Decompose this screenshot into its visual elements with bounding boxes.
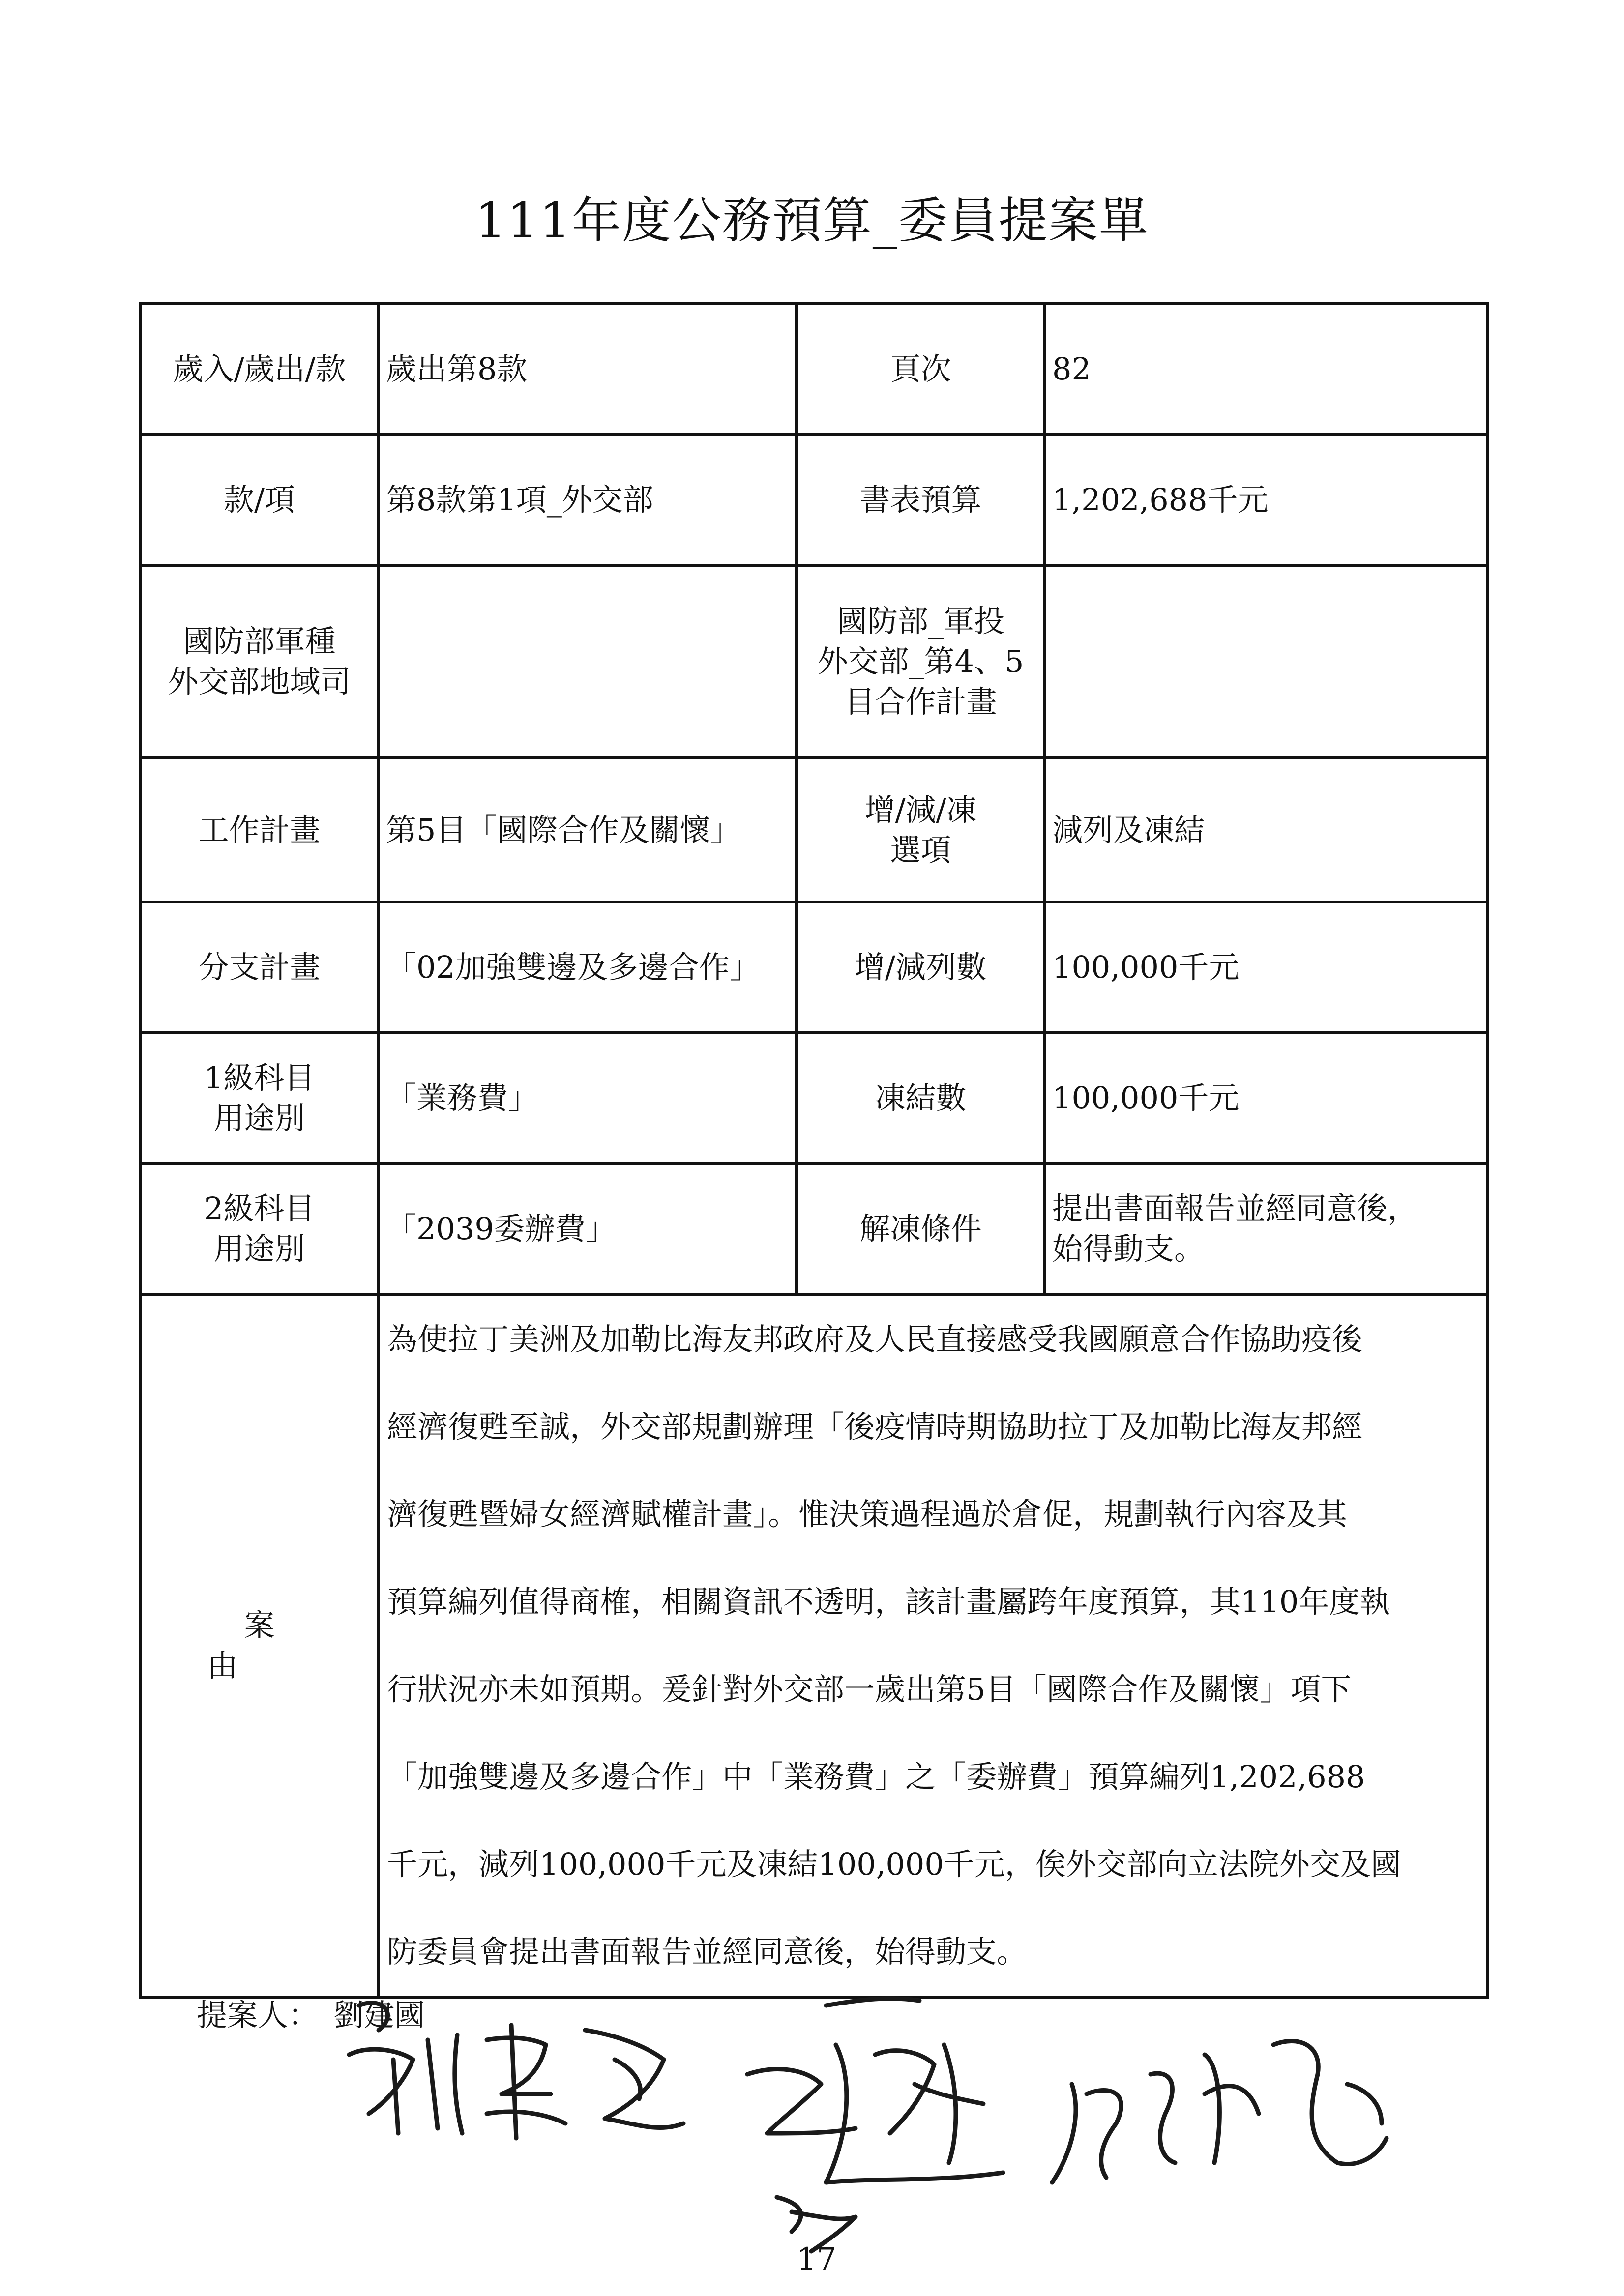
row-revenue-expense: [140, 304, 1487, 435]
label-defense-branch: [140, 565, 379, 758]
label-level2-subject-line1: 2級科目: [204, 1191, 315, 1226]
label-defense-branch-line1: 國防部軍種: [183, 623, 336, 659]
label-defense-investment-line2: 外交部_第4、5: [817, 643, 1024, 679]
value-work-plan: 第5目「國際合作及關懷」: [379, 758, 797, 902]
page-number: 17: [797, 2241, 837, 2278]
row-defense-foreign: [140, 565, 1487, 758]
label-level1-subject-line1: 1級科目: [204, 1060, 315, 1096]
reason-line: 為使拉丁美洲及加勒比海友邦政府及人民直接感受我國願意合作協助疫後: [387, 1321, 1363, 1357]
value-defense-investment: [1045, 565, 1487, 758]
label-adjust-option: [797, 758, 1045, 902]
value-unfreeze-condition: [1045, 1163, 1487, 1294]
value-defense-branch: [379, 565, 797, 758]
row-branch-plan: [140, 902, 1487, 1033]
label-reason: 案由: [140, 1294, 379, 1997]
value-unfreeze-condition-line1: 提出書面報告並經同意後，: [1052, 1191, 1418, 1226]
value-section-item: 第8款第1項_外交部: [379, 435, 797, 565]
label-work-plan: 工作計畫: [140, 758, 379, 902]
label-defense-investment-line1: 國防部_軍投: [836, 603, 1004, 639]
value-page: 82: [1045, 304, 1487, 435]
label-level2-subject: [140, 1163, 379, 1294]
proposer-name: 劉建國: [333, 1997, 425, 2033]
label-section-item: 款/項: [140, 435, 379, 565]
label-adjust-amount: 增/減列數: [797, 902, 1045, 1033]
label-page: 頁次: [797, 304, 1045, 435]
label-frozen-amount: 凍結數: [797, 1033, 1045, 1163]
proposer-label: 提案人：: [197, 1997, 319, 2033]
row-level2-subject: [140, 1163, 1487, 1294]
reason-line: 預算編列值得商榷，相關資訊不透明，該計畫屬跨年度預算，其110年度執: [387, 1584, 1390, 1620]
label-branch-plan: 分支計畫: [140, 902, 379, 1033]
label-revenue-expense: 歲入/歲出/款: [140, 304, 379, 435]
value-unfreeze-condition-line2: 始得動支。: [1052, 1231, 1205, 1267]
row-work-plan: [140, 758, 1487, 902]
label-adjust-option-line1: 增/減/凍: [864, 791, 977, 828]
value-branch-plan: 「02加強雙邊及多邊合作」: [379, 902, 797, 1033]
signature-1-icon: [339, 1986, 713, 2148]
proposal-form-table: [139, 302, 1489, 1999]
label-level2-subject-line2: 用途別: [213, 1231, 305, 1267]
row-reason: [140, 1294, 1487, 1997]
value-revenue-expense: 歲出第8款: [379, 304, 797, 435]
page-title: 111年度公務預算_委員提案單: [475, 192, 1149, 249]
signature-3-icon: [1042, 2015, 1416, 2192]
label-adjust-option-line2: 選項: [890, 832, 951, 868]
label-defense-investment-line3: 目合作計畫: [844, 684, 997, 720]
value-adjust-option: 減列及凍結: [1045, 758, 1487, 902]
label-level1-subject: [140, 1033, 379, 1163]
row-section-item: [140, 435, 1487, 565]
reason-line: 千元，減列100,000千元及凍結100,000千元，俟外交部向立法院外交及國: [387, 1846, 1401, 1882]
value-adjust-amount: 100,000千元: [1045, 902, 1487, 1033]
label-defense-branch-line2: 外交部地域司: [168, 664, 351, 699]
label-budget-table: 書表預算: [797, 435, 1045, 565]
signature-2-icon: [728, 1986, 1042, 2261]
reason-line: 濟復甦暨婦女經濟賦權計畫」。惟決策過程過於倉促，規劃執行內容及其: [387, 1496, 1348, 1532]
reason-text: [379, 1294, 1487, 1997]
label-unfreeze-condition: 解凍條件: [797, 1163, 1045, 1294]
value-frozen-amount: 100,000千元: [1045, 1033, 1487, 1163]
label-level1-subject-line2: 用途別: [213, 1100, 305, 1136]
value-level1-subject: 「業務費」: [379, 1033, 797, 1163]
reason-line: 「加強雙邊及多邊合作」中「業務費」之「委辦費」預算編列1,202,688: [387, 1759, 1365, 1795]
row-level1-subject: [140, 1033, 1487, 1163]
value-level2-subject: 「2039委辦費」: [379, 1163, 797, 1294]
reason-line: 行狀況亦未如預期。爰針對外交部一歲出第5目「國際合作及關懷」項下: [387, 1671, 1352, 1707]
value-budget-table: 1,202,688千元: [1045, 435, 1487, 565]
reason-line: 經濟復甦至誠，外交部規劃辦理「後疫情時期協助拉丁及加勒比海友邦經: [387, 1409, 1363, 1445]
label-defense-investment: [797, 565, 1045, 758]
reason-line: 防委員會提出書面報告並經同意後，始得動支。: [387, 1934, 1028, 1970]
